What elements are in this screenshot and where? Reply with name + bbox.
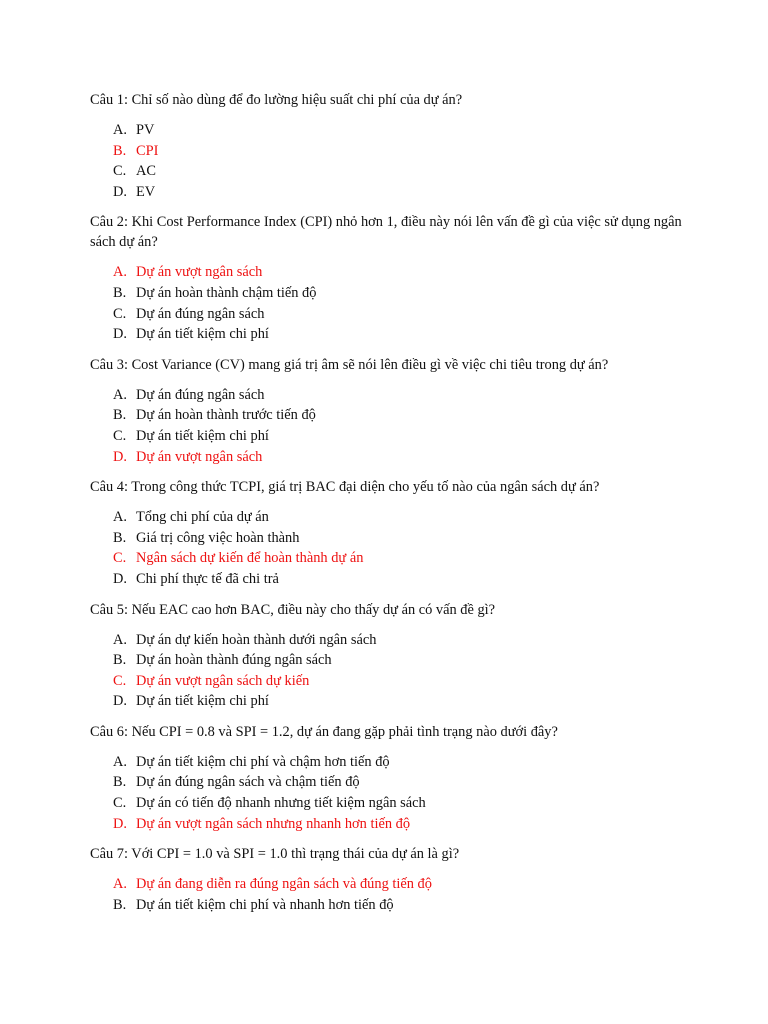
question-block [90, 477, 690, 589]
option-letter: B. [113, 284, 127, 301]
correct-answer-option [90, 671, 690, 692]
option-text: Ngân sách dự kiến để hoàn thành dự án [136, 550, 364, 567]
option-letter: A. [113, 631, 127, 648]
option-letter: D. [113, 693, 127, 710]
option-text: Dự án có tiến độ nhanh nhưng tiết kiệm ngân sách [136, 795, 426, 812]
option-list [90, 262, 690, 344]
answer-option [90, 752, 690, 773]
question-text: Câu 2: Khi Cost Performance Index (CPI) nhỏ hơn 1, điều này nói lên vấn đề gì của việc sử dụng ngân sách dự án? [90, 214, 682, 251]
option-text: Dự án vượt ngân sách [136, 264, 263, 281]
option-list [90, 630, 690, 712]
question-text: Câu 7: Với CPI = 1.0 và SPI = 1.0 thì trạng thái của dự án là gì? [90, 846, 460, 863]
option-text: Dự án vượt ngân sách dự kiến [136, 672, 310, 689]
answer-option [90, 426, 690, 447]
answer-option [90, 507, 690, 528]
question-block [90, 844, 690, 915]
option-letter: A. [113, 753, 127, 770]
option-text: Dự án tiết kiệm chi phí [136, 326, 269, 343]
answer-option [90, 120, 690, 141]
option-text: Chi phí thực tế đã chi trả [136, 570, 279, 587]
question-text: Câu 3: Cost Variance (CV) mang giá trị âm sẽ nói lên điều gì về việc chi tiêu trong dự án? [90, 356, 609, 373]
option-text: Dự án dự kiến hoàn thành dưới ngân sách [136, 631, 377, 648]
correct-answer-option [90, 874, 690, 895]
option-text: Dự án đúng ngân sách [136, 386, 265, 403]
option-list [90, 385, 690, 467]
question-block [90, 212, 690, 344]
option-text: Dự án hoàn thành trước tiến độ [136, 407, 316, 424]
question-text: Câu 6: Nếu CPI = 0.8 và SPI = 1.2, dự án đang gặp phải tình trạng nào dưới đây? [90, 723, 558, 740]
option-letter: C. [113, 795, 127, 812]
option-text: Dự án đúng ngân sách và chậm tiến độ [136, 774, 360, 791]
option-text: Dự án tiết kiệm chi phí và nhanh hơn tiến độ [136, 896, 394, 913]
option-letter: A. [113, 122, 127, 138]
option-letter: C. [113, 305, 127, 322]
answer-option [90, 895, 690, 916]
option-list [90, 874, 690, 915]
correct-answer-option [90, 548, 690, 569]
option-letter: B. [113, 774, 127, 791]
answer-option [90, 528, 690, 549]
option-letter: B. [113, 896, 127, 913]
option-list [90, 752, 690, 834]
question-block [90, 355, 690, 467]
option-letter: B. [113, 407, 127, 424]
option-text: Dự án hoàn thành đúng ngân sách [136, 652, 332, 669]
option-text: PV [136, 122, 155, 138]
option-text: Dự án hoàn thành chậm tiến độ [136, 284, 317, 301]
question-block [90, 600, 690, 712]
option-letter: A. [113, 264, 127, 281]
correct-answer-option [90, 262, 690, 283]
option-text: Giá trị công việc hoàn thành [136, 529, 300, 546]
option-letter: D. [113, 815, 127, 832]
answer-option [90, 161, 690, 182]
option-letter: B. [113, 142, 127, 159]
question-block [90, 722, 690, 834]
answer-option [90, 569, 690, 590]
answer-option [90, 691, 690, 712]
option-letter: D. [113, 183, 127, 200]
option-text: Dự án đúng ngân sách [136, 305, 265, 322]
option-text: CPI [136, 142, 159, 159]
answer-option [90, 650, 690, 671]
answer-option [90, 405, 690, 426]
answer-option [90, 182, 690, 203]
option-letter: D. [113, 570, 127, 587]
correct-answer-option [90, 814, 690, 835]
option-letter: C. [113, 672, 127, 689]
option-list [90, 507, 690, 589]
option-list [90, 120, 690, 202]
answer-option [90, 304, 690, 325]
option-letter: C. [113, 163, 127, 180]
question-text: Câu 5: Nếu EAC cao hơn BAC, điều này cho thấy dự án có vấn đề gì? [90, 601, 496, 618]
question-text: Câu 1: Chỉ số nào dùng để đo lường hiệu suất chi phí của dự án? [90, 92, 463, 108]
answer-option [90, 283, 690, 304]
option-letter: B. [113, 529, 127, 546]
answer-option [90, 793, 690, 814]
option-text: Dự án tiết kiệm chi phí [136, 427, 269, 444]
option-letter: D. [113, 448, 127, 465]
option-text: Tổng chi phí của dự án [136, 509, 269, 526]
option-letter: A. [113, 386, 127, 403]
option-text: Dự án đang diễn ra đúng ngân sách và đúng tiến độ [136, 876, 432, 893]
option-letter: A. [113, 876, 127, 893]
option-text: Dự án tiết kiệm chi phí và chậm hơn tiến độ [136, 753, 390, 770]
document-page [90, 90, 690, 925]
answer-option [90, 630, 690, 651]
option-letter: A. [113, 509, 127, 526]
option-text: Dự án vượt ngân sách nhưng nhanh hơn tiến độ [136, 815, 411, 832]
option-letter: D. [113, 326, 127, 343]
answer-option [90, 324, 690, 345]
correct-answer-option [90, 447, 690, 468]
answer-option [90, 772, 690, 793]
option-letter: B. [113, 652, 127, 669]
question-text: Câu 4: Trong công thức TCPI, giá trị BAC đại diện cho yếu tố nào của ngân sách dự án? [90, 479, 600, 496]
answer-option [90, 385, 690, 406]
option-letter: C. [113, 550, 127, 567]
option-text: AC [136, 163, 156, 180]
correct-answer-option [90, 141, 690, 162]
option-letter: C. [113, 427, 127, 444]
option-text: Dự án vượt ngân sách [136, 448, 263, 465]
question-block [90, 90, 690, 202]
option-text: EV [136, 183, 156, 200]
option-text: Dự án tiết kiệm chi phí [136, 693, 269, 710]
